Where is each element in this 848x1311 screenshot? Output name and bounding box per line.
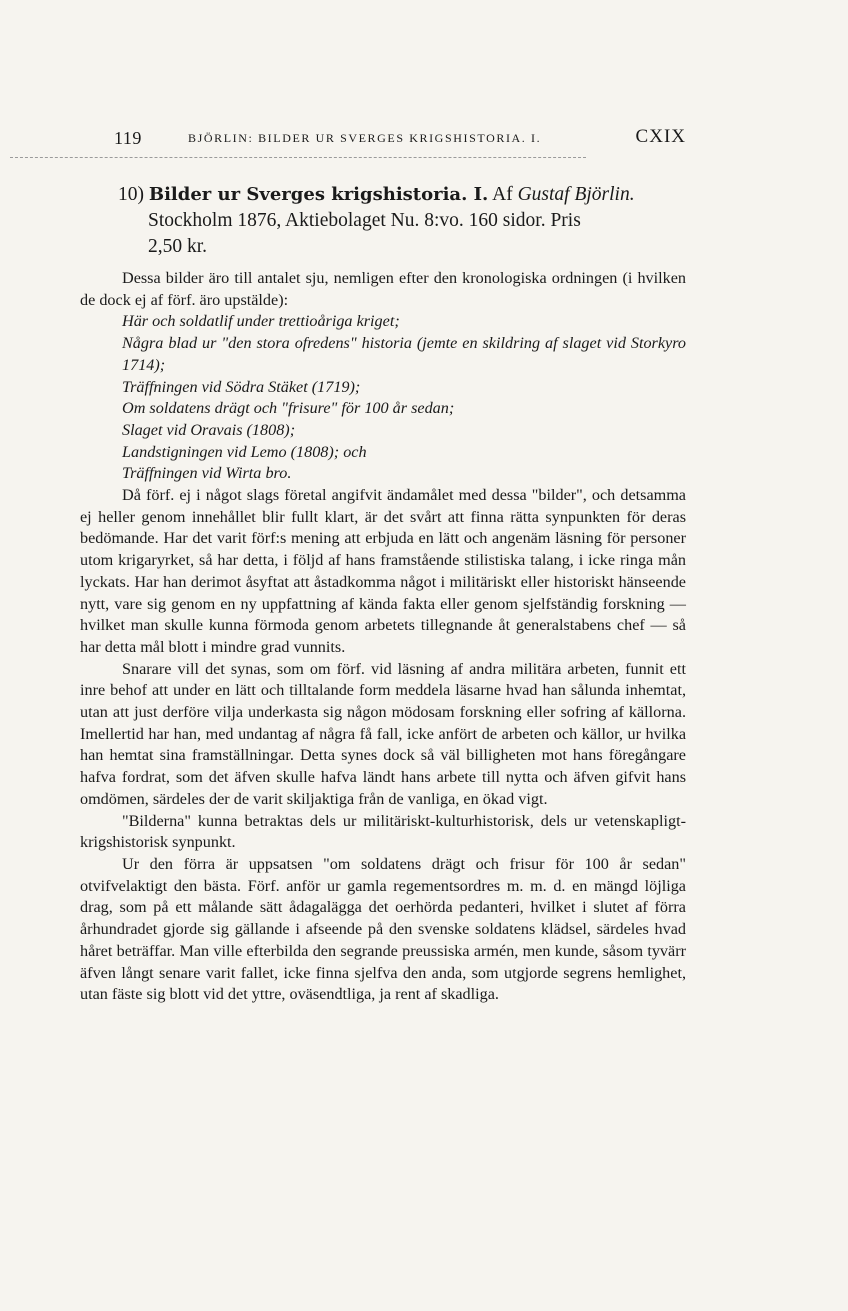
paragraph: Ur den förra är uppsatsen "om soldatens drägt och frisur för 100 år sedan" otvifvelaktigt den bästa. Förf. anför ur gamla regementsordres m. m. d. en mängd löjliga drag, som på ett målande sätt ådagalägga det oerhörda pedanteri, hvilket i slutet af förra århundradet gjorde sig gällande i afseende på den svenske soldatens klädsel, särdeles hvad håret beträffar. Man ville efterbilda den segrande preussiska armén, men kunde, såsom tyvärr äfven långt senare varit fallet, icke finna sjelfva den anda, som utgjorde segrens hemlighet, utan fäste sig blott vid det yttre, oväsendtliga, ja rent af skadliga. bbox=[80, 854, 686, 1004]
entry-author: Gustaf Björlin. bbox=[517, 184, 635, 205]
list-item: Här och soldatlif under trettioåriga kriget; bbox=[122, 312, 400, 331]
list-item: Landstigningen vid Lemo (1808); och bbox=[122, 442, 367, 461]
entry-title: Bilder ur Sverges krigshistoria. I. bbox=[148, 184, 489, 205]
entry-number: 10) bbox=[118, 184, 144, 205]
list-item: Träffningen vid Wirta bro. bbox=[122, 464, 292, 483]
list-item: Några blad ur "den stora ofredens" historia (jemte en skildring af slaget vid Storkyro 1714); bbox=[122, 334, 686, 374]
paragraph: Då förf. ej i något slags företal angifvit ändamålet med dessa "bilder", och detsamma ej heller genom innehållet blir fullt klart, är det svårt att finna rätta synpunkten för deras bedömande. Har det varit förf:s mening att erbjuda en lätt och angenäm läsning för personer utom krigaryrket, så har detta, i följd af hans framstående stilistiska talang, i icke ringa mån lyckats. Har han derimot åsyftat att åstadkomma något i militäriskt eller historiskt hänseende nytt, vare sig genom en ny uppfattning af kända fakta eller genom sjelfständig forskning — hvilket man skulle kunna förmoda genom arbetets tillegnande åt generalstabens chef — så har detta mål blott i mindre grad vunnits. bbox=[80, 486, 686, 656]
intro-paragraph: Dessa bilder äro till antalet sju, nemligen efter den kronologiska ordningen (i hvilken de dock ej af förf. äro upstälde): bbox=[80, 269, 686, 309]
paragraph: "Bilderna" kunna betraktas dels ur militäriskt-kulturhistorisk, dels ur vetenskapligt-krigshistorisk synpunkt. bbox=[80, 811, 686, 852]
running-head bbox=[108, 124, 686, 154]
essay-list bbox=[80, 311, 686, 485]
header-rule bbox=[10, 157, 586, 158]
list-item: Slaget vid Oravais (1808); bbox=[122, 420, 296, 439]
running-title: BJÖRLIN: BILDER UR SVERGES KRIGSHISTORIA. I. bbox=[188, 131, 542, 145]
entry-price: 2,50 kr. bbox=[148, 236, 208, 257]
entry-publication: Stockholm 1876, Aktiebolaget Nu. 8:vo. 160 sidor. Pris bbox=[148, 210, 581, 231]
roman-numeral: CXIX bbox=[635, 126, 686, 147]
entry-heading bbox=[118, 182, 686, 260]
list-item: Träffningen vid Södra Stäket (1719); bbox=[122, 377, 361, 396]
list-item: Om soldatens drägt och "frisure" för 100 år sedan; bbox=[122, 399, 455, 418]
page-number: 119 bbox=[114, 128, 142, 148]
entry-by: Af bbox=[492, 184, 513, 205]
entry-title-line bbox=[118, 182, 686, 208]
body-text bbox=[80, 268, 686, 1006]
paragraph: Snarare vill det synas, som om förf. vid läsning af andra militära arbeten, funnit ett inre behof att under en lätt och tilltalande form meddela läsarne hvad han sålunda inhemtat, utan att just derföre vilja underkasta sig någon mödosam forskning eller sofring af källorna. Imellertid har han, med undantag af några få fall, icke anfört de arbeten och källor, ur hvilka han hemtat sina framställningar. Detta synes dock så väl billigheten mot hans föregångare hafva fordrat, som det äfven skulle hafva ländt hans arbete till nytta och äfven gifvit hans omdömen, särdeles der de varit skiljaktiga från de vanliga, en ökad vigt. bbox=[80, 659, 686, 808]
page bbox=[108, 124, 686, 154]
